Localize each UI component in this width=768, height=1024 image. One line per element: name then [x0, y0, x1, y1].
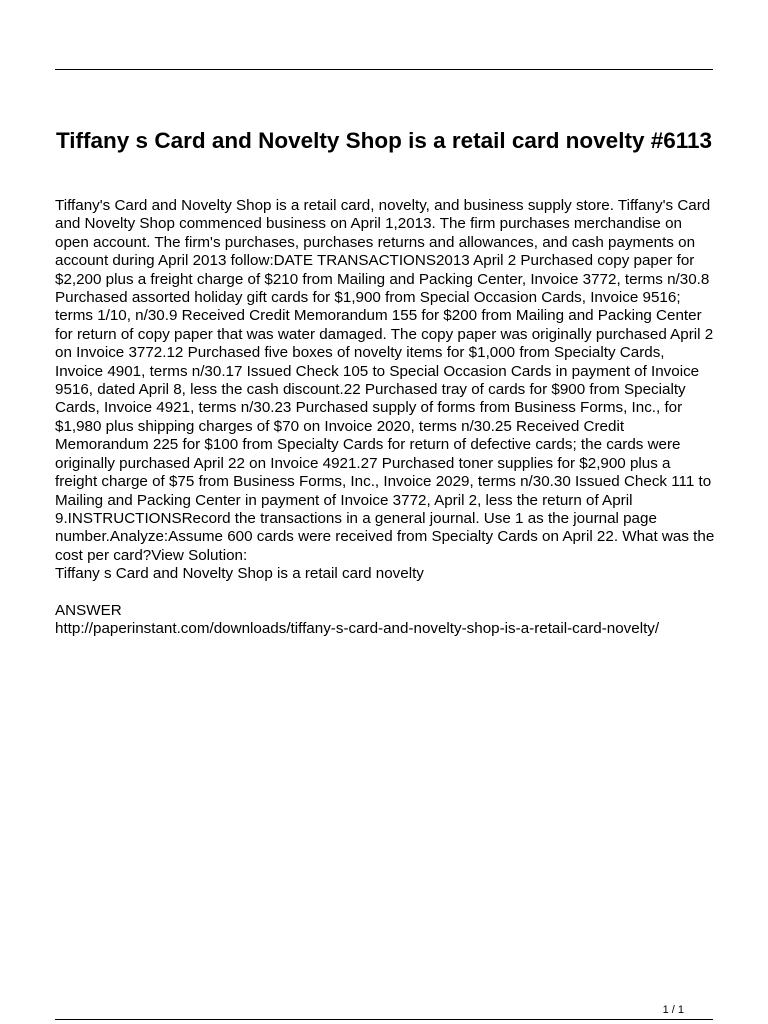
- top-divider: [55, 69, 713, 70]
- answer-link[interactable]: http://paperinstant.com/downloads/tiffany-s-card-and-novelty-shop-is-a-retail-card-novelty/: [55, 620, 660, 637]
- bottom-divider: [55, 1019, 713, 1020]
- page-number: 1 / 1: [662, 1004, 684, 1016]
- body-paragraph: Tiffany's Card and Novelty Shop is a retail card, novelty, and business supply store. Tiffany's Card and Novelty Shop commenced business on April 1,2013. The firm purchases merchandise on open account. The firm's purchases, purchases returns and allowances, and cash payments on account during April 2013 follow:DATE TRANSACTIONS2013 April 2 Purchased copy paper for $2,200 plus a freight charge of $210 from Mailing and Packing Center, Invoice 3772, terms n/30.8 Purchased assorted holiday gift cards for $1,900 from Special Occasion Cards, Invoice 9516; terms 1/10, n/30.9 Received Credit Memorandum 155 for $200 from Mailing and Packing Center for return of copy paper that was water damaged. The copy paper was originally purchased April 2 on Invoice 3772.12 Purchased five boxes of novelty items for $1,000 from Specialty Cards, Invoice 4901, terms n/30.17 Issued Check 105 to Special Occasion Cards in payment of Invoice 9516, dated April 8, less the cash discount.22 Purchased tray of cards for $900 from Specialty Cards, Invoice 4921, terms n/30.23 Purchased supply of forms from Business Forms, Inc., for $1,980 plus shipping charges of $70 on Invoice 2020, terms n/30.25 Received Credit Memorandum 225 for $100 from Specialty Cards for return of defective cards; the cards were originally purchased April 22 on Invoice 4921.27 Purchased toner supplies for $2,900 plus a freight charge of $75 from Business Forms, Inc., Invoice 2029, terms n/30.30 Issued Check 111 to Mailing and Packing Center in payment of Invoice 3772, April 2, less the return of April 9.INSTRUCTIONSRecord the transactions in a general journal. Use 1 as the journal page number.Analyze:Assume 600 cards were received from Specialty Cards on April 22. What was the cost per card?View Solution:: [55, 197, 715, 564]
- page-title: Tiffany s Card and Novelty Shop is a retail card novelty #6113: [55, 128, 713, 153]
- answer-label: ANSWER: [55, 602, 122, 619]
- repeated-title-line: Tiffany s Card and Novelty Shop is a retail card novelty: [55, 565, 424, 582]
